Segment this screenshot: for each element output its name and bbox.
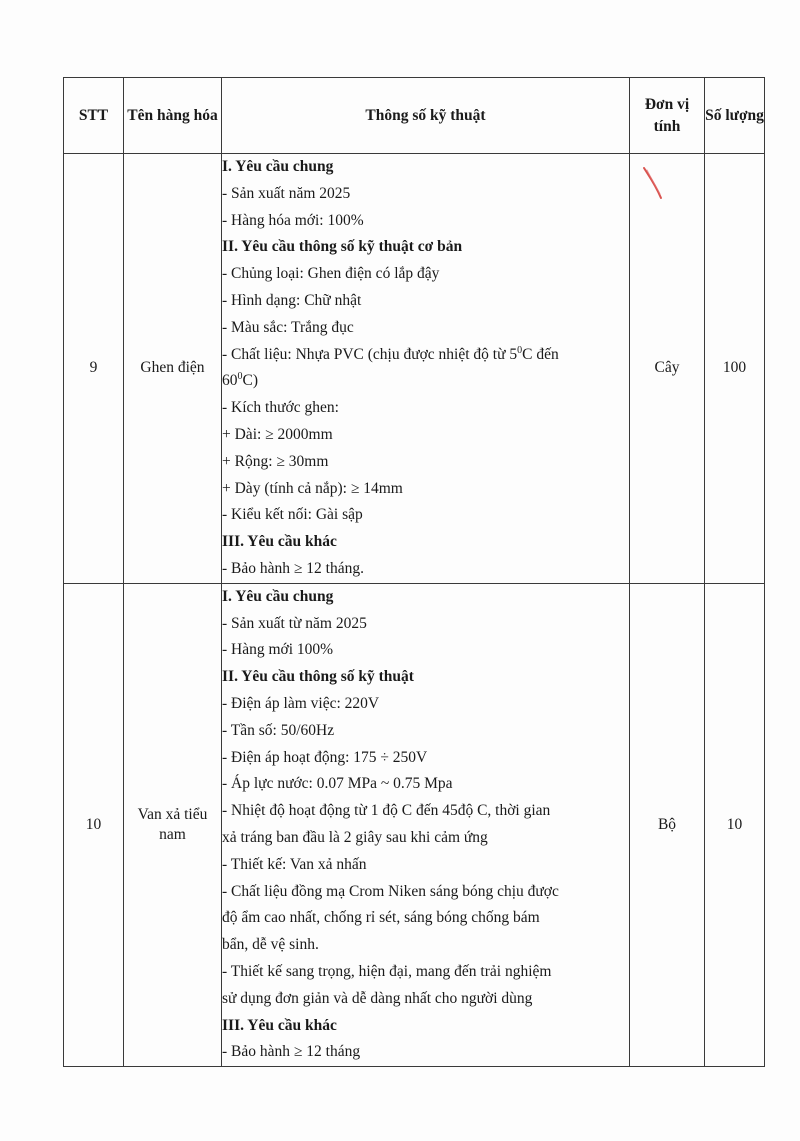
- spec-line: - Nhiệt độ hoạt động từ 1 độ C đến 45độ C, thời gian: [222, 802, 551, 820]
- spec-heading: III. Yêu cầu khác: [222, 1016, 337, 1034]
- header-name-text: Tên hàng hóa: [127, 106, 218, 124]
- table-row: [64, 583, 765, 1066]
- spec-text: C đến: [522, 345, 559, 363]
- row-stt: 10: [64, 583, 124, 1066]
- spec-line: + Dày (tính cả nắp): ≥ 14mm: [222, 479, 403, 497]
- spec-heading: I. Yêu cầu chung: [222, 587, 334, 605]
- specification-table: [63, 77, 765, 1067]
- spec-line: - Thiết kế: Van xả nhấn: [222, 855, 367, 873]
- spec-line: - Bảo hành ≥ 12 tháng.: [222, 559, 364, 577]
- spec-line: - Hàng mới 100%: [222, 641, 334, 659]
- spec-line: độ ẩm cao nhất, chống rỉ sét, sáng bóng chống bám: [222, 909, 540, 927]
- row-name: Van xả tiểu nam: [124, 583, 222, 1066]
- spec-heading: III. Yêu cầu khác: [222, 533, 337, 551]
- spec-text: C): [242, 372, 258, 390]
- spec-line: sử dụng đơn giản và dễ dàng nhất cho người dùng: [222, 989, 533, 1007]
- row-qty: 10: [705, 583, 765, 1066]
- spec-line: - Chất liệu đồng mạ Crom Niken sáng bóng chịu được: [222, 882, 559, 900]
- table-row: [64, 154, 765, 584]
- spec-line: - Sản xuất từ năm 2025: [222, 614, 367, 632]
- header-unit: [630, 78, 705, 154]
- row-stt: 9: [64, 154, 124, 584]
- spec-line: - Kiểu kết nối: Gài sập: [222, 506, 363, 524]
- spec-line: - Màu sắc: Trắng đục: [222, 318, 354, 336]
- spec-line: - Áp lực nước: 0.07 MPa ~ 0.75 Mpa: [222, 775, 453, 793]
- spec-line: - Thiết kế sang trọng, hiện đại, mang đến trải nghiệm: [222, 962, 552, 980]
- spec-line: bẩn, dễ vệ sinh.: [222, 936, 319, 954]
- header-stt: STT: [64, 78, 124, 154]
- row-unit: Bộ: [630, 583, 705, 1066]
- spec-line: - Hình dạng: Chữ nhật: [222, 291, 362, 309]
- spec-text: - Chất liệu: Nhựa PVC (chịu được nhiệt độ từ 5: [222, 345, 518, 363]
- degree-superscript: 0: [237, 371, 243, 383]
- spec-line: - Bảo hành ≥ 12 tháng: [222, 1043, 361, 1061]
- header-spec: Thông số kỹ thuật: [222, 78, 630, 154]
- row-qty: 100: [705, 154, 765, 584]
- spec-line: - Tần số: 50/60Hz: [222, 721, 335, 739]
- spec-line: [222, 342, 629, 369]
- table-header-row: [64, 78, 765, 154]
- degree-superscript: 0: [517, 344, 523, 356]
- spec-heading: I. Yêu cầu chung: [222, 158, 334, 175]
- spec-line: - Hàng hóa mới: 100%: [222, 211, 364, 229]
- spec-line: - Điện áp làm việc: 220V: [222, 694, 380, 712]
- spec-heading: II. Yêu cầu thông số kỹ thuật: [222, 668, 414, 686]
- row-spec: [222, 583, 630, 1066]
- header-name: [124, 78, 222, 154]
- row-spec: [222, 154, 630, 584]
- spec-line: xả tráng ban đầu là 2 giây sau khi cảm ứng: [222, 828, 488, 846]
- spec-line: - Kích thước ghen:: [222, 399, 339, 417]
- row-name: Ghen điện: [124, 154, 222, 584]
- spec-line: - Điện áp hoạt động: 175 ÷ 250V: [222, 748, 428, 766]
- spec-line: + Rộng: ≥ 30mm: [222, 452, 329, 470]
- row-unit: Cây: [630, 154, 705, 584]
- spec-line: - Chủng loại: Ghen điện có lắp đậy: [222, 265, 440, 283]
- spec-line: [222, 368, 629, 395]
- spec-text: 60: [222, 372, 238, 390]
- spec-line: - Sản xuất năm 2025: [222, 184, 351, 202]
- spec-line: + Dài: ≥ 2000mm: [222, 425, 333, 443]
- header-qty-text: Số lượng: [705, 106, 764, 124]
- header-unit-text: Đơn vị tính: [644, 95, 690, 135]
- spec-heading: II. Yêu cầu thông số kỹ thuật cơ bản: [222, 238, 463, 256]
- header-qty: [705, 78, 765, 154]
